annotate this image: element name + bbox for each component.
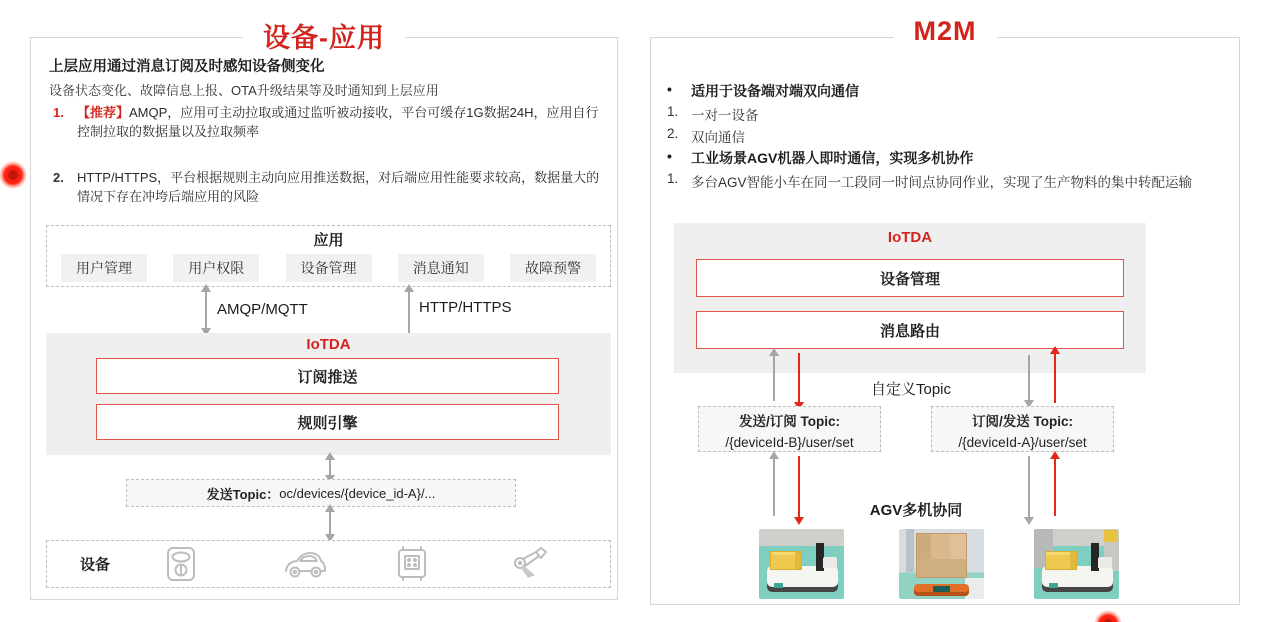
agv-photo-1 — [759, 529, 844, 599]
device-layer-box — [46, 540, 611, 588]
subscribe-push-box: 订阅推送 — [96, 358, 559, 394]
arrow-down-gray — [1028, 456, 1030, 518]
iotda-box — [46, 333, 611, 455]
list-item-http — [51, 169, 603, 207]
topic-box-device-b — [698, 406, 881, 452]
list-text: HTTP/HTTPS，平台根据规则主动向应用推送数据，对后端应用性能要求较高，数据量大的情况下存在冲垮后端应用的风险 — [77, 170, 600, 204]
topic-b-value: /{deviceId-B}/user/set — [725, 434, 854, 450]
arrow-up-gray — [773, 458, 775, 516]
custom-topic-label: 自定义Topic — [870, 381, 952, 398]
arrow-updown-amqp — [205, 291, 207, 329]
arrow-up-red — [1054, 353, 1056, 403]
device-label: 设备 — [80, 556, 111, 574]
arrow-up-red — [1054, 458, 1056, 516]
topic-a-value: /{deviceId-A}/user/set — [958, 434, 1087, 450]
topic-a-label: 订阅/发送 Topic: — [972, 414, 1073, 429]
app-module: 用户管理 — [61, 254, 147, 282]
send-topic-value: oc/devices/{device_id-A}/... — [279, 485, 436, 501]
send-topic-box — [126, 479, 516, 507]
car-icon — [283, 548, 327, 580]
arrow-up-gray — [773, 355, 775, 401]
iotda-title: IoTDA — [887, 229, 933, 246]
list-item-amqp — [51, 104, 603, 142]
left-subheading: 设备状态变化、故障信息上报、OTA升级结果等及时通知到上层应用 — [49, 83, 439, 98]
appliance-icon — [394, 545, 430, 583]
left-heading: 上层应用通过消息订阅及时感知设备侧变化 — [49, 59, 325, 75]
app-module: 消息通知 — [398, 254, 484, 282]
app-layer-title: 应用 — [313, 232, 344, 249]
panel-device-app — [30, 23, 618, 600]
arrow-updown — [329, 459, 331, 476]
arrow-down-red — [798, 456, 800, 518]
bullet-item: 2. 双向通信 — [667, 126, 745, 145]
iotda-box-m2m — [674, 223, 1146, 373]
agv-photo-3 — [1034, 529, 1119, 599]
list-number: 1. — [53, 105, 64, 120]
arrow-down-gray — [1028, 355, 1030, 401]
iotda-title: IoTDA — [306, 336, 351, 353]
agv-coordination-label: AGV多机协同 — [869, 502, 963, 519]
device-management-box: 设备管理 — [696, 259, 1124, 297]
agv-photo-2 — [899, 529, 984, 599]
meter-icon — [164, 545, 198, 583]
panel-title-m2m: M2M — [651, 16, 1239, 47]
rule-engine-box: 规则引擎 — [96, 404, 559, 440]
arrow-down-red — [798, 353, 800, 403]
robot-arm-icon — [509, 546, 549, 582]
bullet-item: • 工业场景AGV机器人即时通信，实现多机协作 — [667, 148, 974, 166]
app-module: 故障预警 — [510, 254, 596, 282]
topic-box-device-a — [931, 406, 1114, 452]
bullet-item: 1. 一对一设备 — [667, 104, 759, 123]
list-text: 【推荐】AMQP，应用可主动拉取或通过监听被动接收，平台可缓存1G数据24H，应用自行控制拉取的数据量以及拉取频率 — [77, 105, 599, 139]
protocol-label-http: HTTP/HTTPS — [419, 299, 512, 316]
protocol-label-amqp: AMQP/MQTT — [217, 301, 308, 318]
topic-b-label: 发送/订阅 Topic: — [739, 414, 840, 429]
laser-pointer-dot — [0, 161, 27, 189]
app-module: 用户权限 — [173, 254, 259, 282]
arrow-updown — [329, 511, 331, 535]
laser-pointer-dot-2 — [1094, 610, 1122, 622]
send-topic-label: 发送Topic： — [206, 486, 280, 502]
bullet-item: 1. 多台AGV智能小车在同一工段同一时间点协同作业，实现了生产物料的集中转配运输 — [667, 171, 1193, 190]
panel-m2m — [650, 16, 1240, 605]
app-module-row — [61, 254, 596, 282]
panel-title-device-app: 设备-应用 — [31, 16, 617, 55]
list-number: 2. — [53, 170, 64, 185]
app-module: 设备管理 — [286, 254, 372, 282]
arrow-up-http — [408, 291, 410, 333]
recommend-tag: 【推荐】 — [77, 105, 130, 120]
bullet-item: • 适用于设备端对端双向通信 — [667, 81, 859, 99]
app-layer-box — [46, 225, 611, 287]
message-routing-box: 消息路由 — [696, 311, 1124, 349]
